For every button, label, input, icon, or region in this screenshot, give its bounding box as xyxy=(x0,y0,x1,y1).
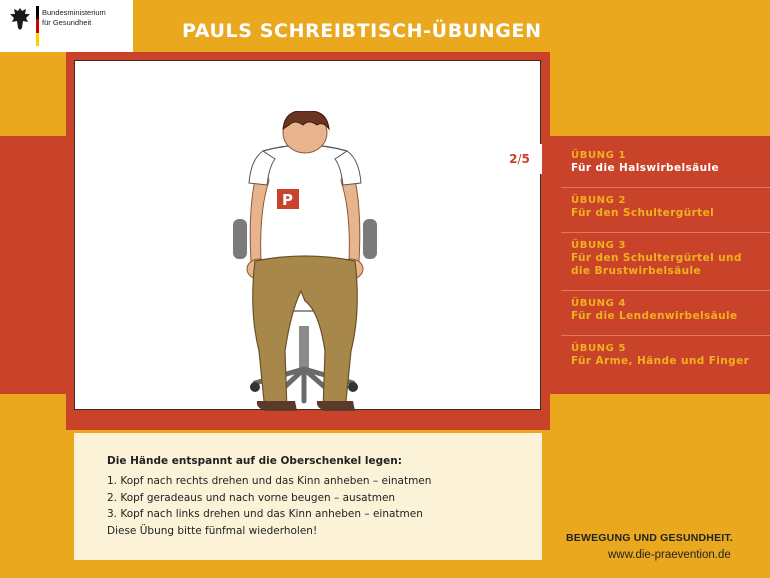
menu-item-label: Für die Halswirbelsäule xyxy=(571,162,720,174)
ministry-name: Bundesministerium für Gesundheit xyxy=(42,8,106,27)
menu-item-exercise-2[interactable] xyxy=(561,188,770,233)
exercise-menu xyxy=(561,143,770,380)
counter-separator: / xyxy=(517,152,522,166)
campaign-slogan: BEWEGUNG UND GESUNDHEIT. xyxy=(566,532,733,544)
menu-item-exercise-5[interactable] xyxy=(561,336,770,380)
instructions-heading: Die Hände entspannt auf die Oberschenkel legen: xyxy=(107,455,402,467)
menu-item-label: Für den Schultergürtel xyxy=(571,207,715,219)
instructions-panel xyxy=(74,433,542,560)
menu-item-label-line2: die Brustwirbelsäule xyxy=(571,265,702,277)
menu-item-label: Für den Schultergürtel und xyxy=(571,252,742,264)
instruction-step: 3. Kopf nach links drehen und das Kinn anheben – einatmen xyxy=(107,508,423,520)
exercise-counter xyxy=(497,144,542,174)
counter-total: 5 xyxy=(521,152,530,166)
website-link[interactable]: www.die-praevention.de xyxy=(608,549,731,561)
menu-item-label: Für Arme, Hände und Finger xyxy=(571,355,750,367)
counter-current: 2 xyxy=(509,152,518,166)
instruction-step: 1. Kopf nach rechts drehen und das Kinn anheben – einatmen xyxy=(107,475,432,487)
menu-item-number: ÜBUNG 5 xyxy=(571,343,627,354)
illustration-canvas xyxy=(74,60,541,410)
menu-item-exercise-1[interactable] xyxy=(561,143,770,188)
paul-exercise-illustration xyxy=(225,111,385,411)
menu-item-number: ÜBUNG 1 xyxy=(571,150,627,161)
menu-item-number: ÜBUNG 3 xyxy=(571,240,627,251)
instruction-note: Diese Übung bitte fünfmal wiederholen! xyxy=(107,524,318,537)
menu-item-number: ÜBUNG 4 xyxy=(571,298,627,309)
german-flag-stripe xyxy=(36,6,39,46)
menu-item-exercise-3[interactable] xyxy=(561,233,770,291)
instruction-step: 2. Kopf geradeaus und nach vorne beugen – ausatmen xyxy=(107,491,396,504)
menu-item-number: ÜBUNG 2 xyxy=(571,195,627,206)
ministry-logo[interactable] xyxy=(0,0,133,52)
shirt-logo-letter: P xyxy=(282,191,293,209)
menu-item-label: Für die Lendenwirbelsäule xyxy=(571,310,738,322)
federal-eagle-icon xyxy=(9,6,31,32)
page-title: PAULS SCHREIBTISCH-ÜBUNGEN xyxy=(182,20,542,42)
instructions-list xyxy=(107,473,431,539)
menu-item-exercise-4[interactable] xyxy=(561,291,770,336)
